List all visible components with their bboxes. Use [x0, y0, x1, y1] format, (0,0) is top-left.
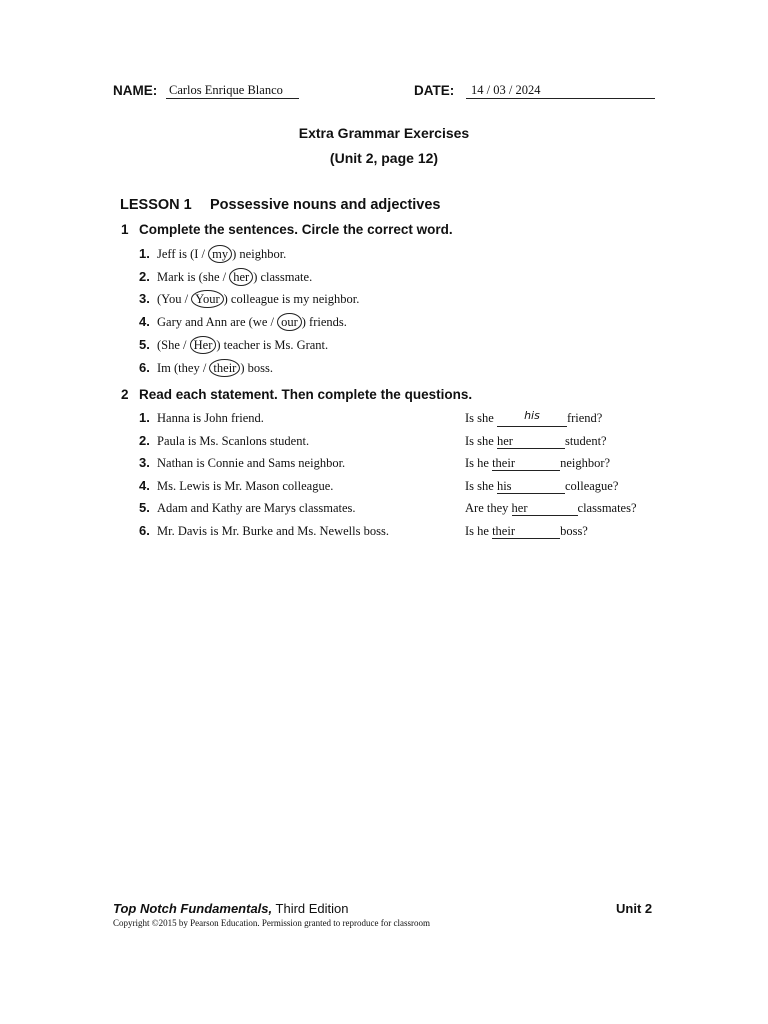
question-start: Is he: [465, 456, 489, 470]
exercise1-number: 1: [121, 222, 129, 237]
lesson-topic: Possessive nouns and adjectives: [210, 197, 441, 213]
book-edition: Third Edition: [272, 901, 349, 916]
typed-answer: their: [492, 524, 515, 538]
circled-answer[interactable]: her: [229, 268, 253, 286]
typed-answer: her: [511, 501, 528, 515]
question-end: classmates?: [577, 501, 637, 515]
question-end: neighbor?: [560, 456, 611, 470]
item-number: 5.: [139, 337, 150, 352]
exercise2-question: [465, 409, 602, 427]
item-text-after: ) colleague is my neighbor.: [223, 292, 360, 306]
exercise2-question: [465, 499, 637, 517]
exercise2-question: [465, 477, 618, 495]
circled-answer[interactable]: Your: [191, 290, 223, 308]
question-end: colleague?: [564, 479, 619, 493]
question-start: Are they: [465, 501, 509, 515]
item-text-after: ) boss.: [240, 361, 273, 375]
exercise2-statement: [139, 477, 333, 495]
question-end: friend?: [566, 411, 603, 425]
exercise1-item: [139, 336, 328, 354]
exercise2-instruction: Read each statement. Then complete the questions.: [139, 387, 473, 402]
item-number: 2.: [139, 269, 150, 284]
exercise1-item: [139, 359, 273, 377]
item-number: 5.: [139, 500, 150, 515]
exercise1-item: [139, 313, 347, 331]
item-text-before: Jeff is (I /: [157, 247, 209, 261]
book-title: Top Notch Fundamentals,: [113, 901, 273, 916]
question-start: Is she: [465, 479, 494, 493]
statement-text: Adam and Kathy are Marys classmates.: [157, 501, 356, 515]
exercise1-item: [139, 268, 312, 286]
circled-answer[interactable]: Her: [190, 336, 217, 354]
answer-blank[interactable]: [492, 456, 560, 471]
typed-answer: his: [496, 479, 512, 493]
answer-blank[interactable]: [497, 411, 567, 427]
statement-text: Nathan is Connie and Sams neighbor.: [157, 456, 346, 470]
item-number: 3.: [139, 291, 150, 306]
question-start: Is she: [465, 434, 494, 448]
exercise2-statement: [139, 432, 309, 450]
exercise2-question: [465, 454, 610, 472]
question-end: boss?: [560, 524, 588, 538]
footer-copyright: Copyright ©2015 by Pearson Education. Permission granted to reproduce for classroom: [113, 918, 431, 928]
item-text-before: (You /: [157, 292, 192, 306]
item-text-before: Im (they /: [157, 361, 210, 375]
statement-text: Ms. Lewis is Mr. Mason colleague.: [157, 479, 334, 493]
footer-unit: Unit 2: [616, 901, 653, 916]
statement-text: Hanna is John friend.: [157, 411, 264, 425]
item-text-after: ) classmate.: [253, 270, 313, 284]
page-title: Extra Grammar Exercises: [298, 125, 470, 141]
exercise2-number: 2: [121, 387, 129, 402]
circled-answer[interactable]: their: [209, 359, 240, 377]
item-number: 6.: [139, 523, 150, 538]
page-subtitle: (Unit 2, page 12): [329, 150, 439, 166]
answer-blank[interactable]: [492, 524, 560, 539]
lesson-number: LESSON 1: [120, 197, 192, 213]
exercise2-question: [465, 432, 607, 450]
name-label: NAME:: [113, 83, 158, 98]
answer-blank[interactable]: [497, 479, 565, 494]
item-number: 6.: [139, 360, 150, 375]
item-text-before: Gary and Ann are (we /: [157, 315, 278, 329]
item-number: 1.: [139, 410, 150, 425]
typed-answer: their: [492, 456, 515, 470]
exercise2-statement: [139, 522, 389, 540]
footer-book-title: [113, 901, 349, 916]
exercise1-item: [139, 290, 359, 308]
item-number: 3.: [139, 455, 150, 470]
date-label: DATE:: [414, 83, 455, 98]
exercise2-statement: [139, 454, 345, 472]
statement-text: Paula is Ms. Scanlons student.: [157, 434, 310, 448]
item-number: 4.: [139, 478, 150, 493]
item-number: 2.: [139, 433, 150, 448]
item-number: 4.: [139, 314, 150, 329]
date-field[interactable]: 14 / 03 / 2024: [466, 83, 655, 99]
circled-answer[interactable]: our: [277, 313, 302, 331]
item-number: 1.: [139, 246, 150, 261]
item-text-after: ) teacher is Ms. Grant.: [216, 338, 329, 352]
typed-answer: her: [496, 434, 513, 448]
exercise1-item: [139, 245, 286, 263]
item-text-before: Mark is (she /: [157, 270, 230, 284]
question-start: Is she: [465, 411, 494, 425]
name-field[interactable]: Carlos Enrique Blanco: [166, 83, 299, 99]
exercise2-statement: [139, 499, 356, 517]
statement-text: Mr. Davis is Mr. Burke and Ms. Newells boss.: [157, 524, 389, 538]
circled-answer[interactable]: my: [208, 245, 232, 263]
question-start: Is he: [465, 524, 489, 538]
exercise2-question: [465, 522, 588, 540]
item-text-before: (She /: [157, 338, 190, 352]
answer-blank[interactable]: [512, 501, 578, 516]
exercise1-instruction: Complete the sentences. Circle the correct word.: [139, 222, 453, 237]
answer-blank[interactable]: [497, 434, 565, 449]
item-text-after: ) neighbor.: [232, 247, 287, 261]
item-text-after: ) friends.: [301, 315, 347, 329]
question-end: student?: [564, 434, 607, 448]
exercise2-statement: [139, 409, 264, 427]
handwritten-answer: his: [524, 409, 540, 422]
